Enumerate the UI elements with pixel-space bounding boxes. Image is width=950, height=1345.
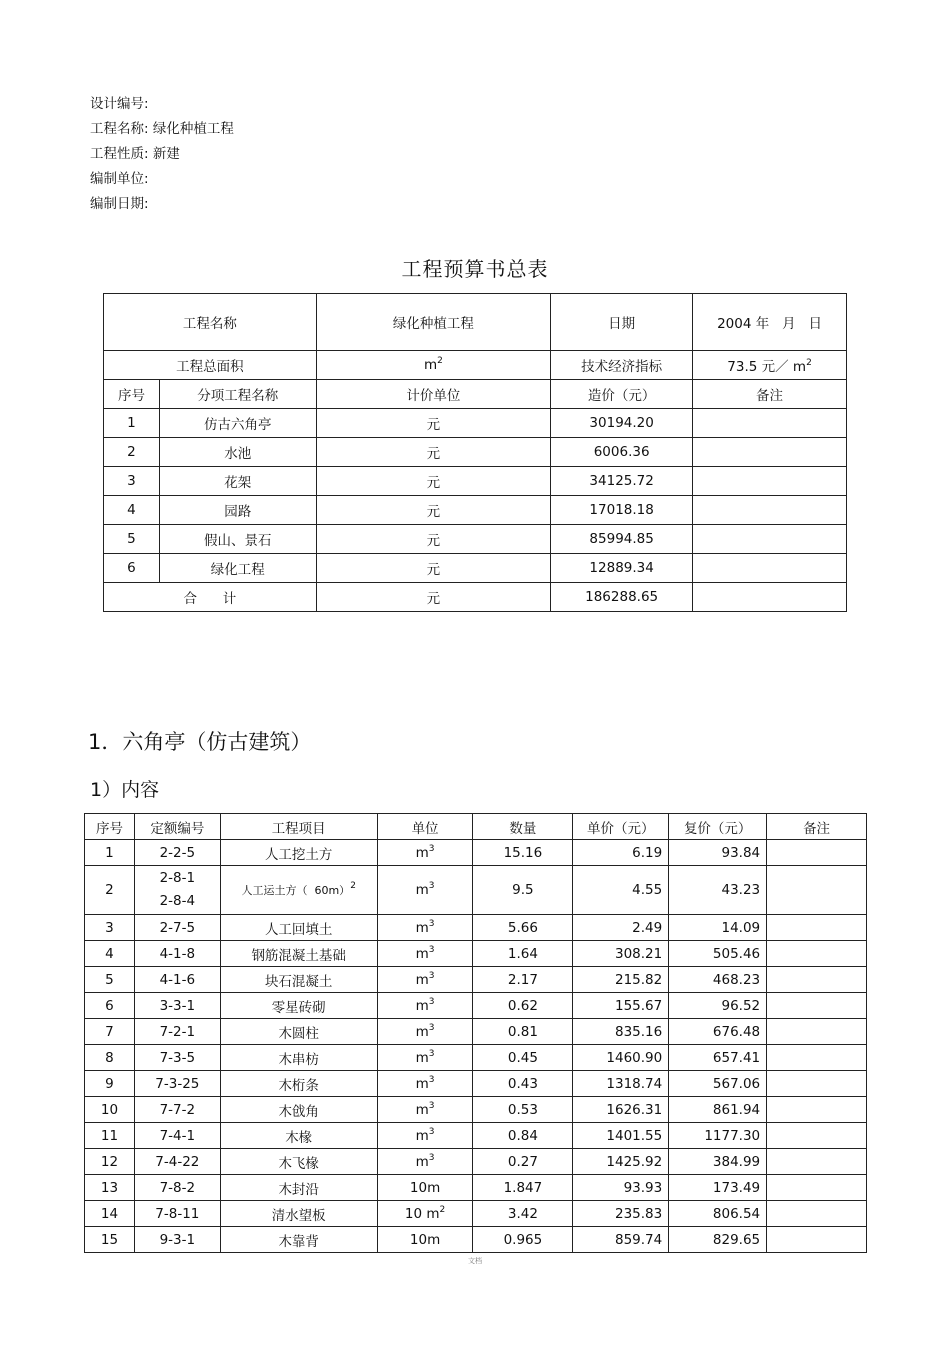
- pricing-unit: 元: [316, 467, 551, 496]
- note: [767, 1019, 867, 1045]
- cost-value: 6006.36: [551, 438, 693, 467]
- work-item: 木飞椽: [220, 1149, 377, 1175]
- col-header: 单价（元）: [573, 814, 669, 840]
- meta-date: 编制日期:: [90, 196, 149, 212]
- row-number: 1: [104, 409, 160, 438]
- summary-row: [104, 554, 847, 583]
- cost-value: 34125.72: [551, 467, 693, 496]
- row-number: 4: [85, 941, 135, 967]
- col-header: 序号: [104, 380, 160, 409]
- unit: [377, 1071, 473, 1097]
- total-price: 567.06: [669, 1071, 767, 1097]
- note: [767, 967, 867, 993]
- note: [767, 840, 867, 866]
- unit-price: 4.55: [573, 866, 669, 915]
- date-label: 日期: [551, 294, 693, 351]
- quantity: 1.64: [473, 941, 573, 967]
- cost-value: 85994.85: [551, 525, 693, 554]
- unit-price: 308.21: [573, 941, 669, 967]
- total-price: 1177.30: [669, 1123, 767, 1149]
- detail-row: [85, 967, 867, 993]
- unit: [377, 1019, 473, 1045]
- meta-project-name: 工程名称: 绿化种植工程: [90, 121, 234, 137]
- unit-text: m: [415, 1023, 429, 1040]
- unit: [377, 941, 473, 967]
- work-item: 人工挖土方: [220, 840, 377, 866]
- sub-project-name: 绿化工程: [159, 554, 316, 583]
- unit: [377, 866, 473, 915]
- quota-code: 7-4-22: [134, 1149, 220, 1175]
- quota-code: 7-3-25: [134, 1071, 220, 1097]
- unit-text: m: [415, 882, 429, 898]
- quantity: 0.45: [473, 1045, 573, 1071]
- quota-code: 4-1-6: [134, 967, 220, 993]
- detail-row: [85, 941, 867, 967]
- quantity: 0.84: [473, 1123, 573, 1149]
- unit-text: m: [415, 1127, 429, 1144]
- work-item: 木戗角: [220, 1097, 377, 1123]
- col-header: 工程项目: [220, 814, 377, 840]
- unit: [377, 915, 473, 941]
- quota-code: 2-2-5: [134, 840, 220, 866]
- unit-text: 10m: [409, 1231, 441, 1248]
- quantity: 0.81: [473, 1019, 573, 1045]
- note: [767, 1175, 867, 1201]
- date-value: 2004 年 月 日: [693, 294, 847, 351]
- row-number: 12: [85, 1149, 135, 1175]
- row-number: 3: [104, 467, 160, 496]
- unit-exponent: 3: [428, 1022, 435, 1033]
- col-header: 备注: [767, 814, 867, 840]
- unit-price: 215.82: [573, 967, 669, 993]
- work-item: 木圆柱: [220, 1019, 377, 1045]
- unit-price: 1318.74: [573, 1071, 669, 1097]
- unit-text: m: [415, 945, 429, 962]
- meta-design-number: 设计编号:: [90, 96, 149, 112]
- pricing-unit: 元: [316, 409, 551, 438]
- note: [693, 409, 847, 438]
- quota-code: 3-3-1: [134, 993, 220, 1019]
- quota-code: 7-8-11: [134, 1201, 220, 1227]
- row-number: 3: [85, 915, 135, 941]
- sub-project-name: 假山、景石: [159, 525, 316, 554]
- total-price: 93.84: [669, 840, 767, 866]
- unit: [377, 967, 473, 993]
- unit-exponent: 3: [428, 918, 435, 929]
- summary-row: [104, 496, 847, 525]
- unit-price: 235.83: [573, 1201, 669, 1227]
- detail-row: [85, 915, 867, 941]
- unit-exponent: 3: [428, 944, 435, 955]
- col-header: 备注: [693, 380, 847, 409]
- total-price: 861.94: [669, 1097, 767, 1123]
- summary-project-row: [104, 294, 847, 351]
- note: [767, 1123, 867, 1149]
- unit-text: 10 m: [404, 1205, 440, 1222]
- unit-price: 835.16: [573, 1019, 669, 1045]
- unit-text: m: [415, 1049, 429, 1066]
- pricing-unit: 元: [316, 554, 551, 583]
- note: [767, 1149, 867, 1175]
- col-header: 分项工程名称: [159, 380, 316, 409]
- row-number: 9: [85, 1071, 135, 1097]
- total-label: 合 计: [104, 583, 317, 612]
- pricing-unit: 元: [316, 438, 551, 467]
- unit-price: 1626.31: [573, 1097, 669, 1123]
- detail-row: [85, 1201, 867, 1227]
- detail-row: [85, 1149, 867, 1175]
- quota-code: 2-7-5: [134, 915, 220, 941]
- project-name-label: 工程名称: [104, 294, 317, 351]
- unit-exponent: 3: [428, 1074, 435, 1085]
- unit-price: 1425.92: [573, 1149, 669, 1175]
- sub-project-name: 水池: [159, 438, 316, 467]
- col-header: 复价（元）: [669, 814, 767, 840]
- total-cost: 186288.65: [551, 583, 693, 612]
- note: [767, 1097, 867, 1123]
- detail-row: [85, 1019, 867, 1045]
- note: [767, 1045, 867, 1071]
- detail-row: [85, 1123, 867, 1149]
- quantity: 15.16: [473, 840, 573, 866]
- summary-row: [104, 409, 847, 438]
- detail-row: [85, 1045, 867, 1071]
- summary-row: [104, 525, 847, 554]
- total-price: 806.54: [669, 1201, 767, 1227]
- total-price: 14.09: [669, 915, 767, 941]
- pricing-unit: 元: [316, 496, 551, 525]
- unit: [377, 1227, 473, 1253]
- tech-index-value: 73.5 元／ $m^2$: [693, 351, 847, 380]
- note: [693, 554, 847, 583]
- detail-row: [85, 840, 867, 866]
- total-note: [693, 583, 847, 612]
- quantity: 5.66: [473, 915, 573, 941]
- quota-code: [134, 866, 220, 915]
- unit-exponent: 3: [428, 996, 435, 1007]
- quantity: 3.42: [473, 1201, 573, 1227]
- note: [767, 866, 867, 915]
- quota-code-line: 2-8-4: [159, 893, 196, 909]
- unit: [377, 1097, 473, 1123]
- row-number: 8: [85, 1045, 135, 1071]
- detail-row: [85, 993, 867, 1019]
- row-number: 2: [104, 438, 160, 467]
- total-price: 384.99: [669, 1149, 767, 1175]
- unit-text: m: [415, 1153, 429, 1170]
- row-number: 6: [85, 993, 135, 1019]
- note: [767, 993, 867, 1019]
- col-header: 计价单位: [316, 380, 551, 409]
- row-number: 4: [104, 496, 160, 525]
- unit-text: m: [415, 919, 429, 936]
- work-item: [220, 866, 377, 915]
- unit-exponent: 3: [428, 970, 435, 981]
- summary-header-row: [104, 380, 847, 409]
- work-item: 木串枋: [220, 1045, 377, 1071]
- summary-row: [104, 467, 847, 496]
- total-price: 43.23: [669, 866, 767, 915]
- row-number: 14: [85, 1201, 135, 1227]
- quota-code: 7-2-1: [134, 1019, 220, 1045]
- quantity: 1.847: [473, 1175, 573, 1201]
- work-item: 清水望板: [220, 1201, 377, 1227]
- unit-text: 10m: [409, 1179, 441, 1196]
- col-header: 单位: [377, 814, 473, 840]
- note: [767, 1071, 867, 1097]
- col-header: 序号: [85, 814, 135, 840]
- quantity: 0.62: [473, 993, 573, 1019]
- total-price: 173.49: [669, 1175, 767, 1201]
- sub-project-name: 花架: [159, 467, 316, 496]
- total-price: 96.52: [669, 993, 767, 1019]
- row-number: 15: [85, 1227, 135, 1253]
- note: [767, 941, 867, 967]
- row-number: 10: [85, 1097, 135, 1123]
- total-price: 829.65: [669, 1227, 767, 1253]
- page-footer: 文档: [468, 1257, 482, 1265]
- unit-price: 93.93: [573, 1175, 669, 1201]
- quantity: 0.53: [473, 1097, 573, 1123]
- unit-exponent: 3: [428, 1100, 435, 1111]
- unit-exponent: 3: [428, 1152, 435, 1163]
- total-unit: 元: [316, 583, 551, 612]
- sub-project-name: 园路: [159, 496, 316, 525]
- quota-code: 7-3-5: [134, 1045, 220, 1071]
- detail-row: [85, 1097, 867, 1123]
- unit-price: 6.19: [573, 840, 669, 866]
- row-number: 13: [85, 1175, 135, 1201]
- quota-code: 7-4-1: [134, 1123, 220, 1149]
- unit: [377, 1175, 473, 1201]
- row-number: 1: [85, 840, 135, 866]
- note: [693, 525, 847, 554]
- unit-exponent: 2: [439, 1204, 446, 1215]
- work-item: 木靠背: [220, 1227, 377, 1253]
- work-item: 钢筋混凝土基础: [220, 941, 377, 967]
- unit: [377, 1149, 473, 1175]
- unit: [377, 1123, 473, 1149]
- unit: [377, 1201, 473, 1227]
- row-number: 5: [85, 967, 135, 993]
- quota-code: 9-3-1: [134, 1227, 220, 1253]
- detail-row: [85, 866, 867, 915]
- summary-total-row: [104, 583, 847, 612]
- note: [767, 1227, 867, 1253]
- note: [693, 496, 847, 525]
- detail-row: [85, 1227, 867, 1253]
- summary-title: 工程预算书总表: [401, 257, 549, 281]
- summary-table: [103, 293, 847, 612]
- unit-exponent: 3: [428, 1048, 435, 1059]
- work-item: 木封沿: [220, 1175, 377, 1201]
- detail-table: [84, 813, 867, 1253]
- unit-text: m: [415, 971, 429, 988]
- col-header: 数量: [473, 814, 573, 840]
- total-area-label: 工程总面积: [104, 351, 317, 380]
- total-area-unit: $m^2$: [316, 351, 551, 380]
- row-number: 11: [85, 1123, 135, 1149]
- total-price: 657.41: [669, 1045, 767, 1071]
- section-subheading: 1）内容: [90, 779, 160, 801]
- unit-price: 1460.90: [573, 1045, 669, 1071]
- unit-price: 2.49: [573, 915, 669, 941]
- quantity: 9.5: [473, 866, 573, 915]
- note: [767, 1201, 867, 1227]
- work-item: 块石混凝土: [220, 967, 377, 993]
- quantity: 0.965: [473, 1227, 573, 1253]
- unit-price: 155.67: [573, 993, 669, 1019]
- unit-text: 人工运土方（ 60m）: [241, 884, 351, 897]
- row-number: 6: [104, 554, 160, 583]
- pricing-unit: 元: [316, 525, 551, 554]
- unit-exponent: 2: [350, 881, 356, 891]
- meta-project-nature: 工程性质: 新建: [90, 146, 180, 162]
- row-number: 5: [104, 525, 160, 554]
- cost-value: 12889.34: [551, 554, 693, 583]
- summary-row: [104, 438, 847, 467]
- document-meta: [90, 92, 234, 217]
- quota-code-line: 2-8-1: [159, 870, 196, 886]
- total-price: 676.48: [669, 1019, 767, 1045]
- quota-code: 4-1-8: [134, 941, 220, 967]
- quota-code: 7-7-2: [134, 1097, 220, 1123]
- unit-exponent: 3: [428, 881, 435, 891]
- note: [693, 438, 847, 467]
- detail-row: [85, 1175, 867, 1201]
- detail-header-row: [85, 814, 867, 840]
- total-price: 505.46: [669, 941, 767, 967]
- cost-value: 30194.20: [551, 409, 693, 438]
- total-price: 468.23: [669, 967, 767, 993]
- col-header: 造价（元）: [551, 380, 693, 409]
- work-item: 木桁条: [220, 1071, 377, 1097]
- unit-price: 1401.55: [573, 1123, 669, 1149]
- unit-text: m: [415, 1075, 429, 1092]
- work-item: 人工回填土: [220, 915, 377, 941]
- unit-text: m: [415, 844, 429, 861]
- row-number: 2: [85, 866, 135, 915]
- unit-exponent: 3: [428, 843, 435, 854]
- work-item: 零星砖砌: [220, 993, 377, 1019]
- section-heading: 1．六角亭（仿古建筑）: [88, 730, 312, 754]
- quota-code: 7-8-2: [134, 1175, 220, 1201]
- quantity: 0.43: [473, 1071, 573, 1097]
- detail-row: [85, 1071, 867, 1097]
- summary-area-row: [104, 351, 847, 380]
- tech-index-label: 技术经济指标: [551, 351, 693, 380]
- unit-text: m: [415, 1101, 429, 1118]
- note: [693, 467, 847, 496]
- unit: [377, 993, 473, 1019]
- sub-project-name: 仿古六角亭: [159, 409, 316, 438]
- cost-value: 17018.18: [551, 496, 693, 525]
- work-item: 木椽: [220, 1123, 377, 1149]
- quantity: 2.17: [473, 967, 573, 993]
- meta-compiler: 编制单位:: [90, 171, 149, 187]
- unit: [377, 1045, 473, 1071]
- quantity: 0.27: [473, 1149, 573, 1175]
- unit-text: m: [415, 997, 429, 1014]
- unit: [377, 840, 473, 866]
- note: [767, 915, 867, 941]
- unit-price: 859.74: [573, 1227, 669, 1253]
- project-name-value: 绿化种植工程: [316, 294, 551, 351]
- unit-exponent: 3: [428, 1126, 435, 1137]
- col-header: 定额编号: [134, 814, 220, 840]
- row-number: 7: [85, 1019, 135, 1045]
